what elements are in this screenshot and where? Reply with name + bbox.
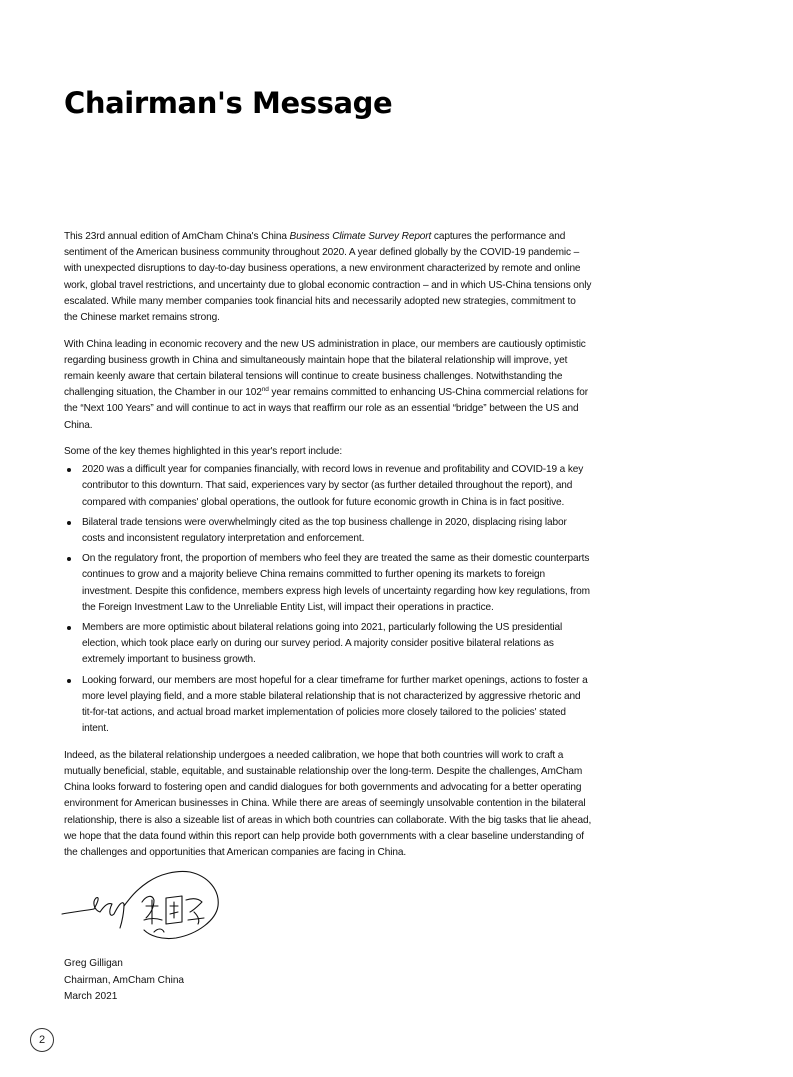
signatory-role: Chairman, AmCham China — [64, 974, 185, 986]
theme-item: Looking forward, our members are most hopeful for a clear timeframe for further market openings, actions to foster a more level playing field, and a more stable bilateral relationship that is not characterized by aggressive rhetoric and tit-for-tat actions, and actual broad market implementation of policies more closely tailored to the policies' stated intent. — [82, 673, 592, 738]
theme-item: On the regulatory front, the proportion of members who feel they are treated the same as their domestic counterparts continues to grow and a majority believe China remains committed to further opening its markets to foreign investment. Despite this confidence, members express high levels of uncertainty regarding how key regulations, from the Foreign Investment Law to the Unreliable Entity List, will impact their operations in practice. — [82, 551, 592, 616]
intro-text-start: This 23rd annual edition of AmCham China's China — [64, 231, 290, 242]
signature-image — [58, 862, 226, 946]
closing-paragraph: Indeed, as the bilateral relationship undergoes a needed calibration, we hope that both countries will work to craft a mutually beneficial, stable, equitable, and sustainable relationship over the long-term. Despite the challenges, AmCham China looks forward to fostering open and candid dialogues for both governments and advocating for a better operating environment for American businesses in China. While there are areas of seemingly unsolvable contention in the bilateral relationship, there is also a sizeable list of areas in which both countries can collaborate. With the big tasks that lie ahead, we hope that the data found within this report can help provide both governments with a clear baseline understanding of the challenges and opportunities that American companies are facing in China. — [64, 749, 592, 858]
signoff-block — [64, 956, 184, 1006]
ordinal-superscript: nd — [261, 386, 269, 394]
themes-intro: Some of the key themes highlighted in this year's report include: — [64, 446, 343, 458]
intro-text-end: captures the performance and sentiment of the American business community throughout 2020. A year defined globally by the COVID-19 pandemic – with unexpected disruptions to day-to-day business operations, a new environment characterized by remote and online work, global travel restrictions, and uncertainty due to global economic contraction – and in which US-China tensions only escalated. While many member companies took financial hits and necessarily adopted new strategies, commitment to the Chinese market remains strong. — [64, 231, 592, 324]
key-themes-list — [64, 462, 592, 737]
outlook-text-start: With China leading in economic recovery and the new US administration in place, our members are cautiously optimistic regarding business growth in China and simultaneously maintain hope that the bilateral relationship will improve, yet remain keenly aware that certain bilateral tensions will continue to create business challenges. Notwithstanding the challenging situation, the Chamber in our 102 — [64, 338, 586, 399]
intro-paragraph — [64, 229, 592, 326]
report-name: Business Climate Survey Report — [289, 231, 432, 242]
outlook-text-end: year remains committed to enhancing US-China commercial relations for the “Next 100 Years” and will continue to act in ways that reaffirm our role as an essential “bridge” between the US and China. — [64, 387, 588, 431]
signatory-name: Greg Gilligan — [64, 958, 123, 969]
theme-item: 2020 was a difficult year for companies financially, with record lows in revenue and profitability and COVID-19 a key contributor to this downturn. That said, experiences vary by sector (as further detailed throughout the report), and compared with companies' global operations, the outlook for future economic growth in China is in fact positive. — [82, 462, 592, 511]
theme-item: Bilateral trade tensions were overwhelmingly cited as the top business challenge in 2020, displacing rising labor costs and inconsistent regulatory interpretation and enforcement. — [82, 515, 592, 547]
outlook-paragraph — [64, 337, 592, 434]
page-title: Chairman's Message — [64, 86, 393, 120]
message-body — [64, 229, 592, 872]
signoff-date: March 2021 — [64, 991, 118, 1002]
theme-item: Members are more optimistic about bilateral relations going into 2021, particularly following the US presidential election, which took place early on during our survey period. A majority consider positive bilateral relations as extremely important to business growth. — [82, 620, 592, 669]
page-number: 2 — [30, 1028, 54, 1052]
